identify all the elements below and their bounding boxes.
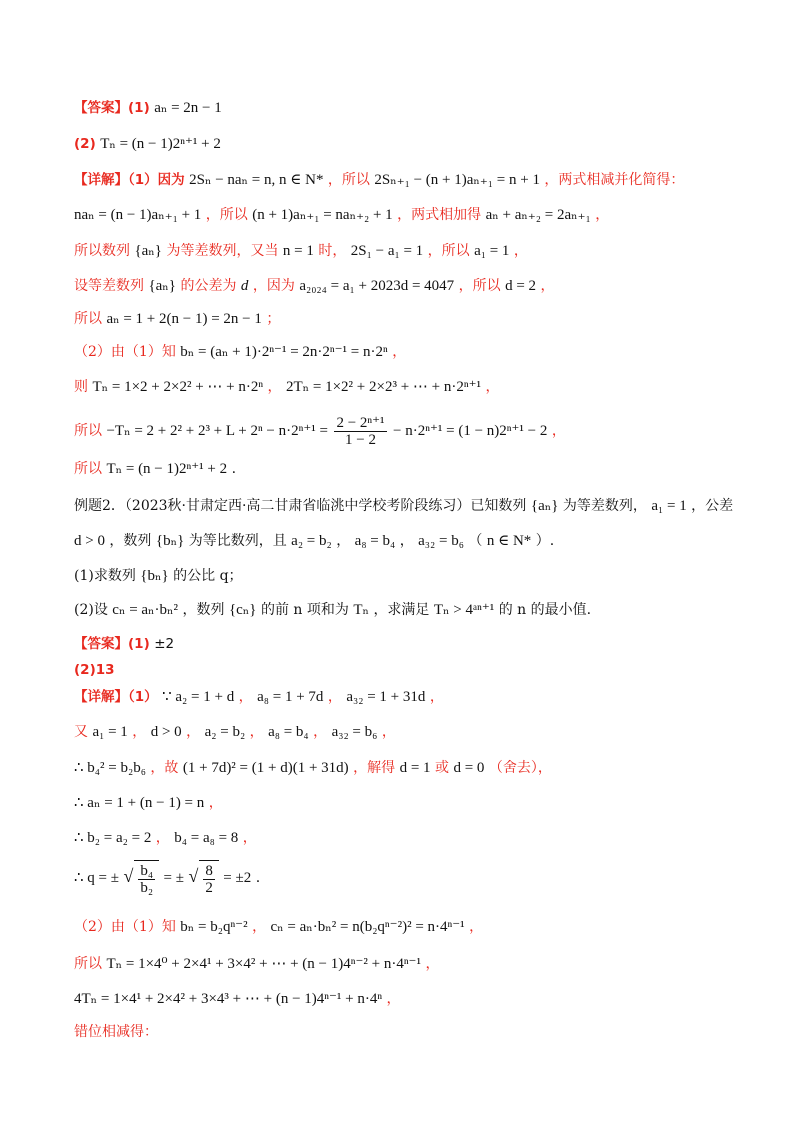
text: ，公差 [691,498,734,514]
math-expression: aₙ = 2n − 1 [154,100,222,116]
math-expression: {cₙ} [228,602,257,618]
solution-2-line-5 [74,828,257,848]
solution-line-9 [74,459,236,479]
math-expression: aₙ + aₙ₊₂ = 2aₙ₊₁ [485,207,591,223]
text: ， [595,207,610,223]
text: （2）由（1）知 [74,344,176,360]
math-expression: d > 0 [74,533,105,549]
text: ， [155,830,170,846]
fraction-denominator: b₂ [140,879,154,896]
solution-2-line-7 [74,917,483,937]
text: ， [242,830,257,846]
math-expression: {aₙ} [148,278,176,294]
text: ， [132,724,147,740]
math-expression: a₂ = b₂ [291,533,332,549]
text: 又 [74,724,88,740]
math-expression: b₄ = a₈ = 8 [174,830,239,846]
text: ，解得 [353,760,396,776]
solution-tag: 【详解】（1）因为 [74,172,185,188]
text: ， [513,243,528,259]
text: 的前 n 项和为 [260,602,349,618]
math-expression: = ± [163,870,184,886]
text: ， [267,379,282,395]
text: ）. [535,533,555,549]
text: 为等差数列， [562,498,647,514]
math-expression: cₙ = aₙ·bₙ² [112,602,179,618]
example-2-line-1 [74,496,733,516]
math-expression: (n + 1)aₙ₊₁ = naₙ₊₂ + 1 [252,207,393,223]
fraction [138,863,155,896]
math-expression: ∴ aₙ = 1 + (n − 1) = n [74,795,205,811]
solution-2-line-3 [74,758,552,778]
sqrt-radicand [134,860,159,897]
math-expression: Tₙ [353,602,369,618]
text: 所以数列 [74,243,130,259]
math-expression: {aₙ} [134,243,162,259]
text: . [231,461,237,477]
math-expression: 2Sₙ − naₙ = n, n ∈ N* [189,172,324,188]
fraction-denominator: 2 [205,879,213,896]
answer-line-2 [74,134,221,154]
solution-line-1 [74,170,684,190]
text: ，数列 [109,533,152,549]
text: ，所以 [205,207,248,223]
text: 为等比数列，且 [188,533,287,549]
math-expression: a₈ = b₄ [354,533,396,549]
math-expression: Tₙ = (n − 1)2ⁿ⁺¹ + 2 [106,461,228,477]
math-expression: ∴ b₂ = a₂ = 2 [74,830,152,846]
math-expression: 2Sₙ₊₁ − (n + 1)aₙ₊₁ = n + 1 [374,172,540,188]
text: ， [313,724,328,740]
math-expression: a₂ = b₂ [204,724,246,740]
solution-line-4 [74,276,554,296]
text: ， [208,795,223,811]
text: 的公差为 [180,278,237,294]
text: ，因为 [252,278,295,294]
text: 或 [435,760,449,776]
solution-2-line-1 [74,687,444,707]
math-expression: {bₙ} [155,533,185,549]
math-expression: a₃₂ = 1 + 31d [346,689,426,705]
fraction-numerator: b₄ [140,862,154,879]
math-expression: −Tₙ = 2 + 2² + 2³ + L + 2ⁿ − n·2ⁿ⁺¹ = [106,423,328,439]
math-expression: naₙ = (n − 1)aₙ₊₁ + 1 [74,207,202,223]
text: （2）由（1）知 [74,919,176,935]
math-expression: bₙ = (aₙ + 1)·2ⁿ⁻¹ = 2n·2ⁿ⁻¹ = n·2ⁿ [180,344,388,360]
answer-line-3 [74,634,174,654]
answer-part-label: (2)13 [74,662,115,678]
math-expression: a₈ = 1 + 7d [257,689,324,705]
text: ； [266,311,281,327]
math-expression: Tₙ = (n − 1)2ⁿ⁺¹ + 2 [100,136,221,152]
math-expression: a₃₂ = b₆ [418,533,464,549]
math-expression: {aₙ} [530,498,559,514]
math-expression: d = 1 [399,760,431,776]
text: ， [425,956,440,972]
text: ，两式相加得 [397,207,482,223]
math-expression: 2S₁ − a₁ = 1 [350,243,424,259]
text: 的公比 q； [173,568,243,584]
math-expression: cₙ = aₙ·bₙ² = n(b₂qⁿ⁻²)² = n·4ⁿ⁻¹ [270,919,465,935]
math-expression: a₂₀₂₄ = a₁ + 2023d = 4047 [299,278,455,294]
math-expression: d = 2 [505,278,537,294]
text: 所以 [74,423,102,439]
sqrt-radicand [199,860,219,897]
answer-part-label: (2) [74,136,96,152]
text: ， [381,724,396,740]
math-expression: ∵ a₂ = 1 + d [162,689,235,705]
text: ， [540,278,555,294]
text: ， [392,344,407,360]
math-expression: a₃₂ = b₆ [331,724,378,740]
solution-line-2 [74,205,609,225]
text: ， [238,689,253,705]
math-expression: a₁ = 1 [92,724,128,740]
text: ， [551,423,566,439]
text: ， [429,689,444,705]
text: ，故 [150,760,179,776]
text: ，所以 [427,243,470,259]
text: （舍去）， [488,760,552,776]
text: 的 n 的最小值. [498,602,592,618]
solution-2-line-2 [74,722,396,742]
text: 设等差数列 [74,278,144,294]
solution-2-line-9 [74,989,401,1009]
text: ， [327,689,342,705]
math-expression: a₁ = 1 [474,243,510,259]
answer-line-1 [74,98,222,118]
solution-2-line-6 [74,858,260,897]
text: ， [485,379,500,395]
text: ，求满足 [373,602,430,618]
answer-line-4 [74,660,115,680]
text: 所以 [74,956,102,972]
solution-line-5 [74,309,280,329]
text: （ [468,533,483,549]
math-expression: Tₙ > 4ᵃⁿ⁺¹ [433,602,495,618]
text: 所以 [74,461,102,477]
solution-2-line-10 [74,1022,158,1042]
math-expression: n = 1 [282,243,314,259]
math-expression: d = 0 [453,760,485,776]
text: ，两式相减并化简得： [544,172,685,188]
math-expression: n ∈ N* [486,533,532,549]
fraction-numerator: 8 [205,862,213,879]
math-expression: a₈ = b₄ [268,724,309,740]
math-expression: d > 0 [150,724,182,740]
math-expression: 2Tₙ = 1×2² + 2×2³ + ⋯ + n·2ⁿ⁺¹ [285,379,482,395]
sqrt-icon: √ [123,866,134,886]
sqrt-icon: √ [188,866,199,886]
math-expression: Tₙ = 1×2 + 2×2² + ⋯ + n·2ⁿ [92,379,264,395]
text: ， [386,991,401,1007]
answer-tag: 【答案】(1) [74,100,150,116]
text: (2)设 [74,602,108,618]
text: . [255,870,261,886]
fraction-numerator: 2 − 2ⁿ⁺¹ [336,414,385,431]
fraction [334,415,386,448]
example-2-line-2 [74,531,554,551]
text: ，所以 [458,278,501,294]
text: 时， [318,243,347,259]
math-expression: Tₙ = 1×4⁰ + 2×4¹ + 3×4² + ⋯ + (n − 1)4ⁿ⁻² + n·4ⁿ⁻¹ [106,956,421,972]
math-expression: aₙ = 1 + 2(n − 1) = 2n − 1 [106,311,262,327]
text: ， [399,533,414,549]
math-expression: d [240,278,249,294]
solution-tag: 【详解】（1） [74,689,158,705]
text: 所以 [74,311,102,327]
math-expression: 4Tₙ = 1×4¹ + 2×4² + 3×4³ + ⋯ + (n − 1)4ⁿ⁻¹ + n·4ⁿ [74,991,383,1007]
math-expression: {bₙ} [140,568,169,584]
text: ， [336,533,351,549]
text: 为等差数列，又当 [166,243,279,259]
text: ， [469,919,484,935]
answer-tag: 【答案】(1) [74,636,150,652]
fraction [203,863,215,896]
solution-2-line-8 [74,954,439,974]
solution-line-3 [74,241,528,261]
math-expression: (1 + 7d)² = (1 + d)(1 + 31d) [182,760,349,776]
text: 则 [74,379,88,395]
text: 例题2．（2023秋·甘肃定西·高二甘肃省临洮中学校考阶段练习）已知数列 [74,498,527,514]
math-expression: ±2 [154,636,175,652]
math-expression: ∴ b₄² = b₂b₆ [74,760,146,776]
solution-2-line-4 [74,793,223,813]
solution-line-8 [74,414,566,448]
text: (1)求数列 [74,568,136,584]
text: 错位相减得： [74,1024,158,1040]
text: ， [186,724,201,740]
math-expression: − n·2ⁿ⁺¹ = (1 − n)2ⁿ⁺¹ − 2 [393,423,548,439]
math-expression: ∴ q = ± [74,870,119,886]
math-expression: bₙ = b₂qⁿ⁻² [180,919,248,935]
text: ，数列 [182,602,225,618]
math-expression: = ±2 [223,870,252,886]
fraction-denominator: 1 − 2 [345,431,376,448]
math-expression: a₁ = 1 [651,498,687,514]
text: ， [249,724,264,740]
solution-line-7 [74,377,499,397]
question-1 [74,566,243,586]
solution-line-6 [74,342,406,362]
text: ，所以 [327,172,370,188]
question-2 [74,600,591,620]
text: ， [252,919,267,935]
